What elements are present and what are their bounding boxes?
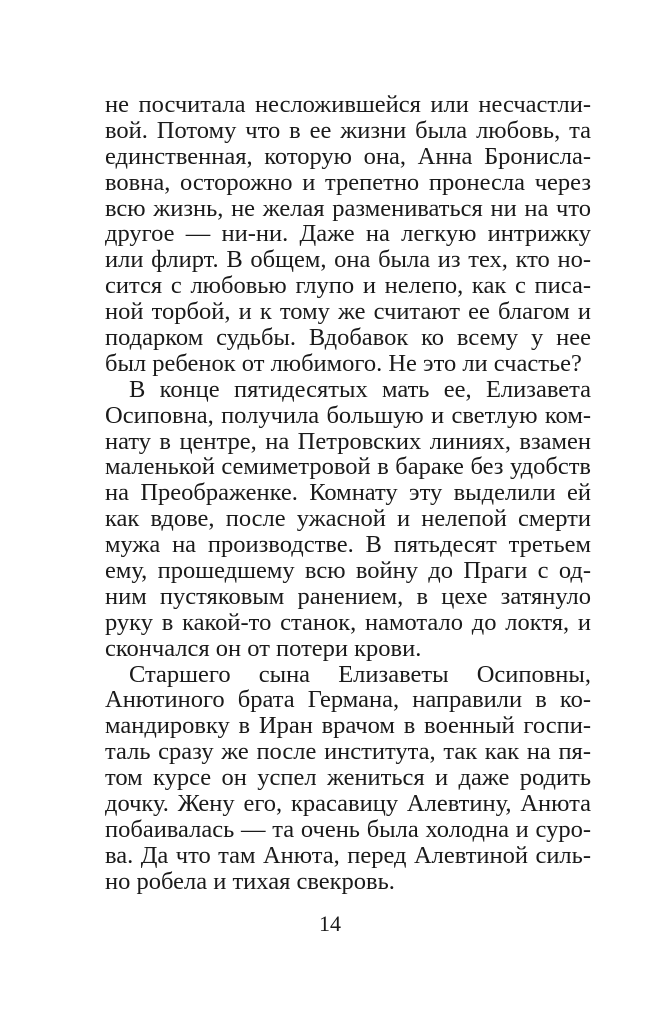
text-line: не посчитала несложившейся или несчастли- xyxy=(105,91,591,118)
paragraph-first-line: В конце пятидесятых мать ее, Елизавета xyxy=(129,375,591,403)
text-line: на Преображенке. Комнату эту выделили ей xyxy=(105,479,591,507)
text-line: скончался он от потери крови. xyxy=(105,634,422,662)
text-line: мужа на производстве. В пятьдесят третьем xyxy=(105,531,591,559)
text-line: ним пустяковым ранением, в цехе затянуло xyxy=(105,582,591,610)
body-text xyxy=(105,92,591,895)
text-line: но робела и тихая свекровь. xyxy=(105,867,395,895)
text-line: ной торбой, и к тому же считают ее благом и xyxy=(105,298,591,326)
text-line: Осиповна, получила большую и светлую ком- xyxy=(105,401,591,429)
text-line: том курсе он успел жениться и даже родить xyxy=(105,764,591,792)
text-line: всю жизнь, не желая размениваться ни на что xyxy=(105,194,591,222)
text-line: сится с любовью глупо и нелепо, как с писа- xyxy=(105,272,591,300)
text-line: маленькой семиметровой в бараке без удобств xyxy=(105,453,591,481)
text-line: побаивалась — та очень была холодна и суро- xyxy=(105,815,591,843)
text-line: был ребенок от любимого. Не это ли счастье? xyxy=(105,349,582,377)
text-line: ва. Да что там Анюта, перед Алевтиной силь- xyxy=(105,841,591,869)
text-line: единственная, которую она, Анна Бронисла- xyxy=(105,142,591,170)
text-line: руку в какой-то станок, намотало до локтя, и xyxy=(105,608,591,636)
text-line: вовна, осторожно и трепетно пронесла через xyxy=(105,168,591,196)
text-line: подарком судьбы. Вдобавок ко всему у нее xyxy=(105,324,591,352)
text-line: ему, прошедшему всю войну до Праги с од- xyxy=(105,557,591,585)
page-number: 14 xyxy=(319,911,341,936)
text-line: другое — ни-ни. Даже на легкую интрижку xyxy=(105,220,591,248)
text-line: нату в центре, на Петровских линиях, взамен xyxy=(105,427,591,455)
text-line: Анютиного брата Германа, направили в ко- xyxy=(105,686,591,714)
text-line: или флирт. В общем, она была из тех, кто но- xyxy=(105,246,591,274)
paragraph-first-line: Старшего сына Елизаветы Осиповны, xyxy=(129,660,591,688)
text-line: как вдове, после ужасной и нелепой смерти xyxy=(105,505,591,533)
text-line: дочку. Жену его, красавицу Алевтину, Анюта xyxy=(105,790,591,818)
text-line: мандировку в Иран врачом в военный госпи- xyxy=(105,712,591,740)
text-line: вой. Потому что в ее жизни была любовь, та xyxy=(105,116,591,144)
text-line: таль сразу же после института, так как на пя- xyxy=(105,738,591,766)
